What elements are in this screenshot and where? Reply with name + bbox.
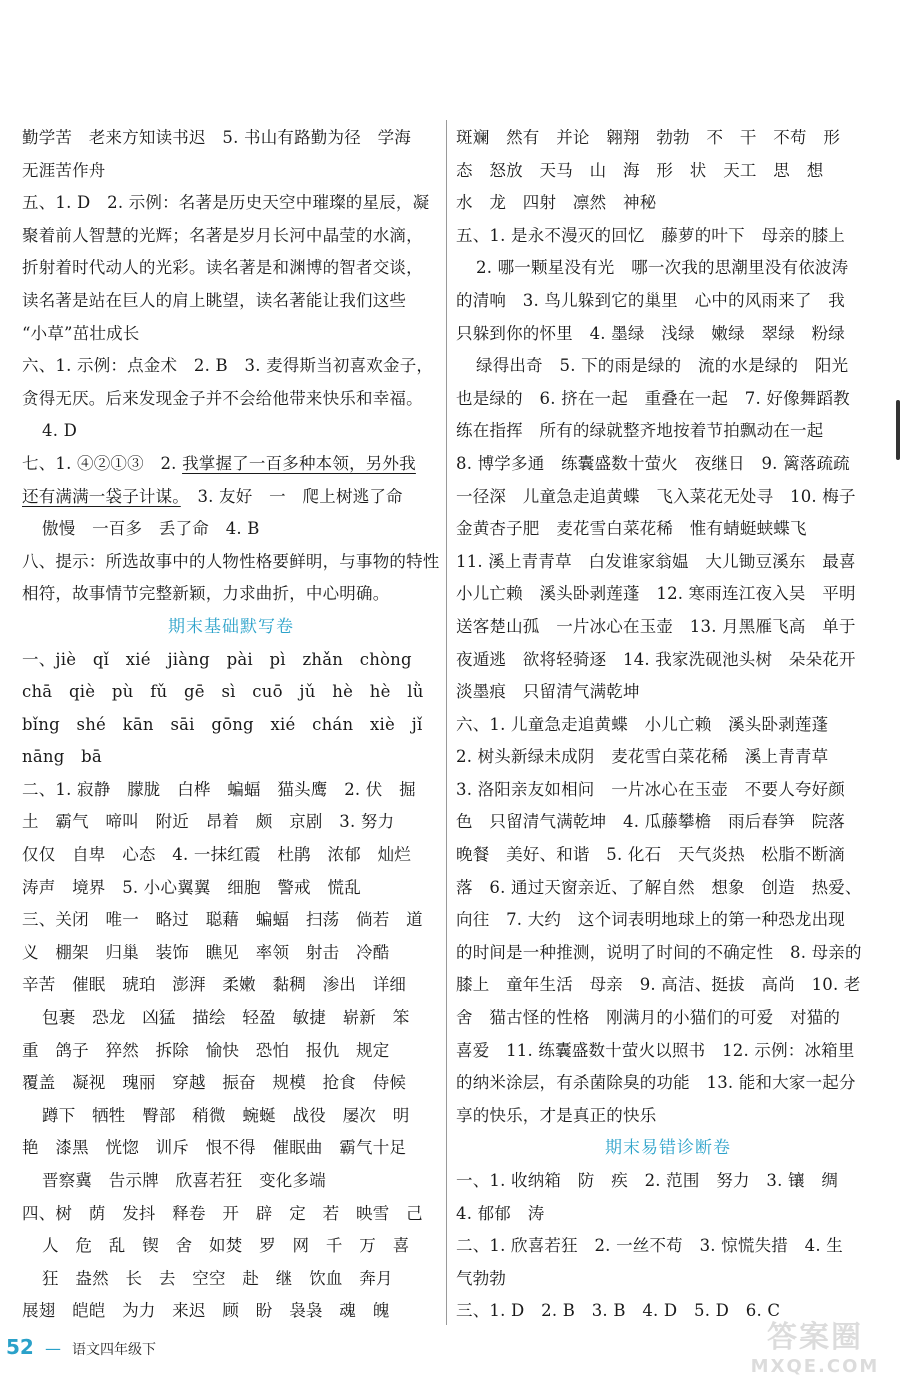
text-line: 八、提示：所选故事中的人物性格要鲜明，与事物的特性 xyxy=(22,551,440,571)
text-line: 一、jiè qǐ xié jiàng pài pì zhǎn chòng xyxy=(22,649,412,669)
text-line: 傲慢 一百多 丢了命 4. B xyxy=(42,519,260,539)
text-line: 包裹 恐龙 凶猛 描绘 轻盈 敏捷 崭新 笨 xyxy=(42,1008,410,1028)
section-title: 期末易错诊断卷 xyxy=(605,1138,731,1159)
text-line: 绿得出奇 5. 下的雨是绿的 流的水是绿的 阳光 xyxy=(476,356,849,376)
text-line: 舍 猫古怪的性格 刚满月的小猫们的可爱 对猫的 xyxy=(456,1008,841,1028)
book-title: 语文四年级下 xyxy=(72,1342,157,1358)
text-line: 一径深 儿童急走追黄蝶 飞入菜花无处寻 10. 梅子 xyxy=(456,486,856,506)
text-line: 涛声 境界 5. 小心翼翼 细胞 警戒 慌乱 xyxy=(22,877,361,897)
left-column xyxy=(22,122,440,1328)
text-line: 土 霸气 啼叫 附近 昂着 颇 京剧 3. 努力 xyxy=(22,812,395,832)
text-line: 8. 博学多通 练囊盛数十萤火 夜继日 9. 篱落疏疏 xyxy=(456,453,850,473)
text-line: 六、1. 儿童急走追黄蝶 小儿亡赖 溪头卧剥莲蓬 xyxy=(456,714,829,734)
text-line: 练在指挥 所有的绿就整齐地按着节拍飘动在一起 xyxy=(456,421,824,441)
footer-dash: — xyxy=(44,1339,61,1358)
section-title: 期末基础默写卷 xyxy=(168,616,294,637)
text-line: 相符，故事情节完整新颖，力求曲折，中心明确。 xyxy=(22,584,390,604)
right-column xyxy=(456,122,880,1328)
text-line: 聚着前人智慧的光辉；名著是岁月长河中晶莹的水滴， xyxy=(22,225,423,245)
text-line: 还有满满一袋子计谋。 3. 友好 一 爬上树逃了命 xyxy=(22,486,403,506)
text-line: 的清响 3. 鸟儿躲到它的巢里 心中的风雨来了 我 xyxy=(456,290,845,310)
watermark-line2: MXQE.COM xyxy=(750,1356,880,1377)
text-line: 辛苦 催眠 琥珀 澎湃 柔嫩 黏稠 渗出 详细 xyxy=(22,975,407,995)
text-line: 喜爱 11. 练囊盛数十萤火以照书 12. 示例：冰箱里 xyxy=(456,1040,855,1060)
text-line: 斑斓 然有 并论 翱翔 勃勃 不 干 不苟 形 xyxy=(456,128,841,147)
text-line: 气勃勃 xyxy=(456,1268,507,1288)
text-line: 五、1. D 2. 示例：名著是历史天空中璀璨的星辰，凝 xyxy=(22,193,430,213)
text-line: 艳 漆黑 恍惚 训斥 恨不得 催眠曲 霸气十足 xyxy=(22,1138,407,1158)
text-line: 三、1. D 2. B 3. B 4. D 5. D 6. C xyxy=(456,1301,781,1321)
text-line: 二、1. 欣喜若狂 2. 一丝不苟 3. 惊慌失措 4. 生 xyxy=(456,1236,843,1256)
text-line: 3. 洛阳亲友如相问 一片冰心在玉壶 不要人夸好颜 xyxy=(456,779,845,799)
text-line: 人 危 乱 锲 舍 如焚 罗 网 千 万 喜 xyxy=(42,1236,410,1256)
text-line: 夜遁逃 欲将轻骑逐 14. 我家洗砚池头树 朵朵花开 xyxy=(456,649,856,669)
text-line: 读名著是站在巨人的肩上眺望，读名著能让我们这些 xyxy=(22,290,407,310)
text-line: 享的快乐，才是真正的快乐 xyxy=(456,1105,657,1125)
text-line: chā qiè pù fǔ gē sì cuō jǔ hè hè lǜ xyxy=(22,682,424,702)
text-line: 折射着时代动人的光彩。读名著是和渊博的智者交谈， xyxy=(22,258,423,278)
text-line: 一、1. 收纳箱 防 疾 2. 范围 努力 3. 镶 绸 xyxy=(456,1171,839,1190)
text-line: 水 龙 四射 凛然 神秘 xyxy=(456,193,657,213)
underlined-answer: 还有满满一袋子计谋。 xyxy=(22,486,181,506)
text-line: 4. D xyxy=(42,421,78,441)
text-line: 态 怒放 天马 山 海 形 状 天工 思 想 xyxy=(456,160,824,180)
page-number: 52 xyxy=(6,1335,34,1359)
text-line: 三、关闭 唯一 略过 聪藉 蝙蝠 扫荡 倘若 道 xyxy=(22,910,423,930)
text-line: 膝上 童年生活 母亲 9. 高洁、挺拔 高尚 10. 老 xyxy=(456,975,861,995)
text-line: 4. 郁郁 涛 xyxy=(456,1203,545,1223)
text-line: 五、1. 是永不漫灭的回忆 藤萝的叶下 母亲的膝上 xyxy=(456,225,845,245)
text-line: 义 棚架 归巢 装饰 瞧见 率领 射击 冷酷 xyxy=(22,942,390,962)
text-line: 2. 哪一颗星没有光 哪一次我的思潮里没有依波涛 xyxy=(476,258,849,278)
page-footer xyxy=(6,1334,156,1360)
text-line: 贪得无厌。后来发现金子并不会给他带来快乐和幸福。 xyxy=(22,388,423,408)
text-line: 色 只留清气满乾坤 4. 瓜藤攀檐 雨后春笋 院落 xyxy=(456,812,845,832)
text-line: 七、1. ④②①③ 2. 我掌握了一百多种本领，另外我 xyxy=(22,453,416,473)
text-line: 二、1. 寂静 朦胧 白桦 蝙蝠 猫头鹰 2. 伏 掘 xyxy=(22,779,416,799)
text-line: 展翅 皑皑 为力 来迟 顾 盼 袅袅 魂 魄 xyxy=(22,1301,390,1321)
text-line: 蹲下 牺牲 臀部 稍微 蜿蜒 战役 屡次 明 xyxy=(42,1105,410,1125)
text-line: 2. 树头新绿未成阴 麦花雪白菜花稀 溪上青青草 xyxy=(456,747,829,767)
text-line: 的时间是一种推测，说明了时间的不确定性 8. 母亲的 xyxy=(456,942,862,962)
text-line: 金黄杏子肥 麦花雪白菜花稀 惟有蜻蜓蛱蝶飞 xyxy=(456,519,807,539)
text-line: “小草”茁壮成长 xyxy=(22,323,140,343)
text-line: 落 6. 通过天窗亲近、了解自然 想象 创造 热爱、 xyxy=(456,877,862,897)
text-line: 覆盖 凝视 瑰丽 穿越 振奋 规模 抢食 侍候 xyxy=(22,1073,407,1093)
underlined-answer: 我掌握了一百多种本领，另外我 xyxy=(182,453,416,473)
text-line: 也是绿的 6. 挤在一起 重叠在一起 7. 好像舞蹈教 xyxy=(456,388,850,408)
text-line: 11. 溪上青青草 白发谁家翁媪 大儿锄豆溪东 最喜 xyxy=(456,551,856,571)
text-line: bǐng shé kān sāi gōng xié chán xiè jǐ xyxy=(22,714,423,734)
text-line: 六、1. 示例：点金术 2. B 3. 麦得斯当初喜欢金子， xyxy=(22,356,434,376)
text-line: 无涯苦作舟 xyxy=(22,160,106,180)
text-line: 晚餐 美好、和谐 5. 化石 天气炎热 松脂不断滴 xyxy=(456,845,845,865)
column-divider xyxy=(446,120,447,1325)
text-line: nāng bā xyxy=(22,747,102,767)
text-line: 小儿亡赖 溪头卧剥莲蓬 12. 寒雨连江夜入吴 平明 xyxy=(456,584,856,604)
text-line: 仅仅 自卑 心态 4. 一抹红霞 杜鹃 浓郁 灿烂 xyxy=(22,845,411,865)
text-line: 的纳米涂层，有杀菌除臭的功能 13. 能和大家一起分 xyxy=(456,1073,856,1093)
page-edge-mark xyxy=(896,400,900,460)
watermark-logo xyxy=(740,1312,890,1382)
text-line: 晋察冀 告示牌 欣喜若狂 变化多端 xyxy=(42,1171,326,1190)
text-line: 重 鸽子 猝然 拆除 愉快 恐怕 报仇 规定 xyxy=(22,1040,390,1060)
text-line: 向往 7. 大约 这个词表明地球上的第一种恐龙出现 xyxy=(456,910,845,930)
text-line: 狂 盎然 长 去 空空 赴 继 饮血 奔月 xyxy=(42,1268,393,1288)
text-line: 只躲到你的怀里 4. 墨绿 浅绿 嫩绿 翠绿 粉绿 xyxy=(456,323,845,343)
watermark-line1: 答案圈 xyxy=(767,1320,863,1355)
text-line: 淡墨痕 只留清气满乾坤 xyxy=(456,682,640,702)
text-line: 四、树 荫 发抖 释卷 开 辟 定 若 映雪 己 xyxy=(22,1203,423,1223)
text-line: 勤学苦 老来方知读书迟 5. 书山有路勤为径 学海 xyxy=(22,128,411,147)
text-line: 送客楚山孤 一片冰心在玉壶 13. 月黑雁飞高 单于 xyxy=(456,616,856,636)
